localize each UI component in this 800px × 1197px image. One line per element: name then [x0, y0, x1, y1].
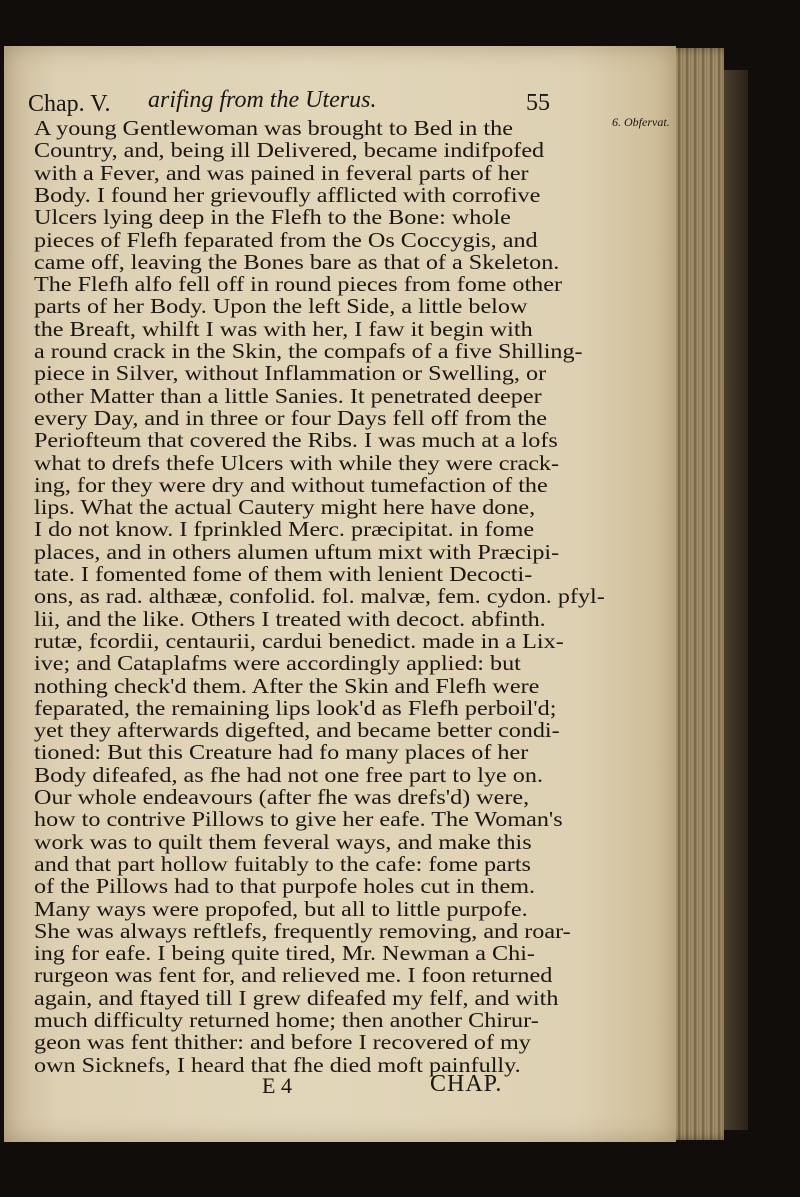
text-line: tate. I fomented fome of them with lenient Decocti- [34, 562, 533, 586]
catchword: CHAP. [430, 1071, 503, 1097]
text-line: places, and in others alumen uftum mixt with Præcipi- [34, 539, 560, 564]
text-line: with a Fever, and was pained in feveral parts of her [34, 160, 529, 185]
text-line: how to contrive Pillows to give her eafe. The Woman's [34, 807, 563, 832]
text-line: A young Gentlewoman was brought to Bed in the [34, 116, 513, 140]
text-line: tioned: But this Creature had fo many places of her [34, 740, 529, 765]
text-line: yet they afterwards digefted, and became better condi- [34, 718, 560, 743]
text-line: work was to quilt them feveral ways, and make this [34, 829, 532, 854]
text-line: what to drefs thefe Ulcers with while they were crack- [34, 450, 560, 475]
text-line: Country, and, being ill Delivered, became indifpofed [34, 138, 545, 163]
text-line: geon was fent thither: and before I recovered of my [34, 1030, 531, 1055]
text-line: Ulcers lying deep in the Flefh to the Bone: whole [34, 205, 511, 230]
text-line: every Day, and in three or four Days fell off from the [34, 405, 548, 430]
text-line: ing, for they were dry and without tumefaction of the [34, 472, 548, 497]
text-line: Periofteum that covered the Ribs. I was much at a lofs [34, 428, 558, 453]
text-line: came off, leaving the Bones bare as that of a Skeleton. [34, 249, 560, 274]
text-line: rutæ, fcordii, centaurii, cardui benedict. made in a Lix- [34, 628, 564, 653]
page-number: 55 [526, 90, 550, 116]
text-line: ing for eafe. I being quite tired, Mr. Newman a Chi- [34, 941, 535, 966]
text-line: ons, as rad. althææ, confolid. fol. malvæ, fem. cydon. pfyl- [34, 584, 605, 609]
text-line: a round crack in the Skin, the compafs of a five Shilling- [34, 339, 583, 363]
running-title [148, 87, 376, 114]
text-line: ive; and Cataplafms were accordingly applied: but [34, 651, 521, 676]
text-line: Our whole endeavours (after fhe was drefs'd) were, [34, 785, 530, 809]
text-line: lips. What the actual Cautery might here have done, [34, 495, 536, 520]
text-line: lii, and the like. Others I treated with decoct. abfinth. [34, 606, 546, 631]
text-line: feparated, the remaining lips look'd as Flefh perboil'd; [34, 695, 557, 720]
text-line: other Matter than a little Sanies. It penetrated deeper [34, 383, 542, 408]
text-line: of the Pillows had to that purpofe holes cut in them. [34, 874, 536, 899]
margin-note: 6. Obfervat. [612, 115, 670, 129]
text-line: The Flefh alfo fell off in round pieces from fome other [34, 272, 563, 297]
text-line: the Breaft, whilft I was with her, I faw it begin with [34, 316, 533, 341]
text-line: again, and ftayed till I grew difeafed my felf, and with [34, 985, 559, 1010]
text-line: I do not know. I fprinkled Merc. præcipitat. in fome [34, 517, 535, 542]
text-line: Body. I found her grievoufly afflicted with corrofive [34, 182, 541, 207]
text-line: parts of her Body. Upon the left Side, a little below [34, 294, 528, 319]
text-line: Many ways were propofed, but all to little purpofe. [34, 896, 528, 921]
text-line: own Sicknefs, I heard that fhe died moft painfully. [34, 1052, 521, 1077]
signature-mark: E 4 [262, 1073, 292, 1098]
book-cover-edge [724, 70, 748, 1130]
text-line: pieces of Flefh feparated from the Os Coccygis, and [34, 227, 538, 252]
text-line: nothing check'd them. After the Skin and Flefh were [34, 673, 540, 698]
text-line: much difficulty returned home; then another Chirur- [34, 1008, 539, 1032]
chapter-heading: Chap. V. [28, 91, 111, 117]
text-line: rurgeon was fent for, and relieved me. I foon returned [34, 963, 553, 988]
text-line: and that part hollow fuitably to the cafe: fome parts [34, 851, 531, 876]
text-line: Body difeafed, as fhe had not one free part to lye on. [34, 762, 543, 787]
text-line: She was always reftlefs, frequently removing, and roar- [34, 918, 571, 943]
text-line: piece in Silver, without Inflammation or Swelling, or [34, 361, 547, 386]
running-title-text: arifing from the Uterus. [148, 87, 377, 113]
